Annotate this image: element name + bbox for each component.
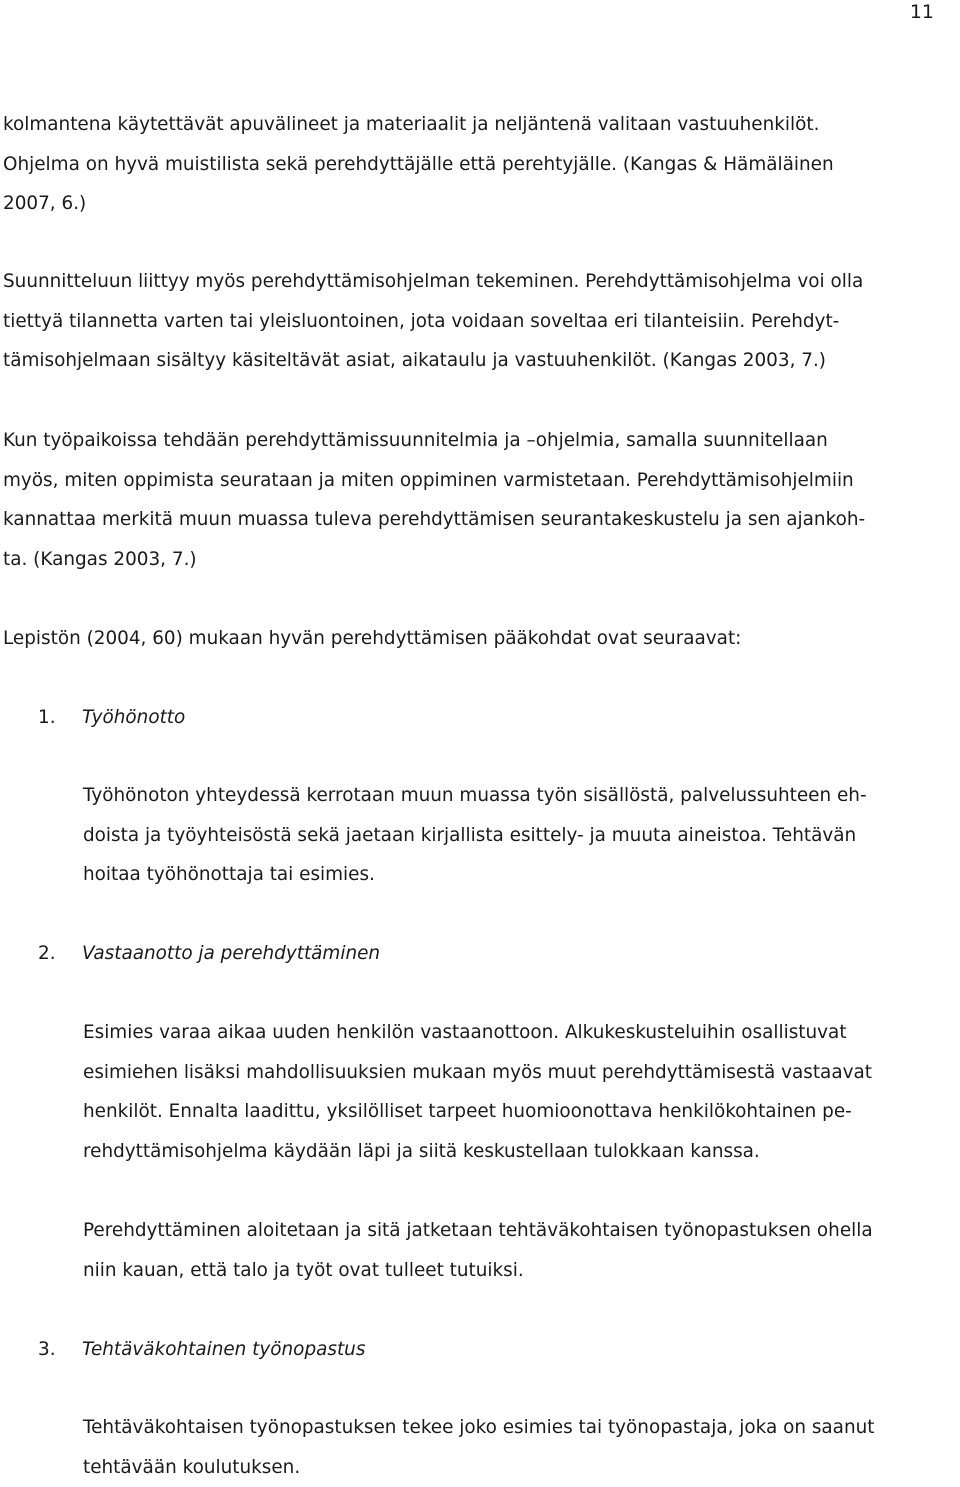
list-item-title: Työhönotto xyxy=(82,707,185,728)
text-line: Esimies varaa aikaa uuden henkilön vastaanottoon. Alkukeskusteluihin osallistuvat xyxy=(83,1013,960,1053)
text-line: tämisohjelmaan sisältyy käsiteltävät asiat, aikataulu ja vastuuhenkilöt. (Kangas 2003, 7.) xyxy=(3,341,960,381)
paragraph-lepisto xyxy=(3,619,960,659)
text-line: Lepistön (2004, 60) mukaan hyvän perehdyttämisen pääkohdat ovat seuraavat: xyxy=(3,619,960,659)
list-item-heading xyxy=(38,1338,365,1362)
text-line: Kun työpaikoissa tehdään perehdyttämissuunnitelmia ja –ohjelmia, samalla suunnitellaan xyxy=(3,421,960,461)
text-line: kolmantena käytettävät apuvälineet ja materiaalit ja neljäntenä valitaan vastuuhenkilöt. xyxy=(3,105,960,145)
text-line: Työhönoton yhteydessä kerrotaan muun muassa työn sisällöstä, palvelussuhteen eh- xyxy=(83,776,960,816)
paragraph-workplaces xyxy=(3,421,960,579)
text-line: rehdyttämisohjelma käydään läpi ja siitä keskustellaan tulokkaan kanssa. xyxy=(83,1132,960,1172)
list-item-number: 1. xyxy=(38,706,82,730)
text-line: esimiehen lisäksi mahdollisuuksien mukaan myös muut perehdyttämisestä vastaavat xyxy=(83,1053,960,1093)
list-item-paragraph xyxy=(83,1408,960,1487)
text-line: Perehdyttäminen aloitetaan ja sitä jatketaan tehtäväkohtaisen työnopastuksen ohella xyxy=(83,1211,960,1251)
paragraph-intro xyxy=(3,105,960,224)
text-line: Tehtäväkohtaisen työnopastuksen tekee joko esimies tai työnopastaja, joka on saanut xyxy=(83,1408,960,1448)
list-item-heading xyxy=(38,942,380,966)
text-line: hoitaa työhönottaja tai esimies. xyxy=(83,855,960,895)
text-line: ta. (Kangas 2003, 7.) xyxy=(3,540,960,580)
list-item-paragraph xyxy=(83,1013,960,1171)
list-item-paragraph xyxy=(83,776,960,895)
text-line: niin kauan, että talo ja työt ovat tulleet tutuiksi. xyxy=(83,1251,960,1291)
text-line: myös, miten oppimista seurataan ja miten oppiminen varmistetaan. Perehdyttämisohjelmiin xyxy=(3,461,960,501)
list-item-number: 2. xyxy=(38,942,82,966)
list-item-heading xyxy=(38,706,185,730)
list-item-paragraph xyxy=(83,1211,960,1290)
text-line: tiettyä tilannetta varten tai yleisluontoinen, jota voidaan soveltaa eri tilanteisiin. Perehdyt- xyxy=(3,302,960,342)
paragraph-planning xyxy=(3,262,960,381)
text-line: doista ja työyhteisöstä sekä jaetaan kirjallista esittely- ja muuta aineistoa. Tehtävän xyxy=(83,816,960,856)
text-line: tehtävään koulutuksen. xyxy=(83,1448,960,1487)
text-line: Suunnitteluun liittyy myös perehdyttämisohjelman tekeminen. Perehdyttämisohjelma voi olla xyxy=(3,262,960,302)
list-item-title: Tehtäväkohtainen työnopastus xyxy=(82,1339,365,1360)
text-line: Ohjelma on hyvä muistilista sekä perehdyttäjälle että perehtyjälle. (Kangas & Hämäläinen xyxy=(3,145,960,185)
list-item-title: Vastaanotto ja perehdyttäminen xyxy=(82,943,380,964)
text-line: 2007, 6.) xyxy=(3,184,960,224)
text-line: kannattaa merkitä muun muassa tuleva perehdyttämisen seurantakeskustelu ja sen ajankoh- xyxy=(3,500,960,540)
list-item-number: 3. xyxy=(38,1338,82,1362)
page-number: 11 xyxy=(910,0,934,24)
text-line: henkilöt. Ennalta laadittu, yksilölliset tarpeet huomioonottava henkilökohtainen pe- xyxy=(83,1092,960,1132)
